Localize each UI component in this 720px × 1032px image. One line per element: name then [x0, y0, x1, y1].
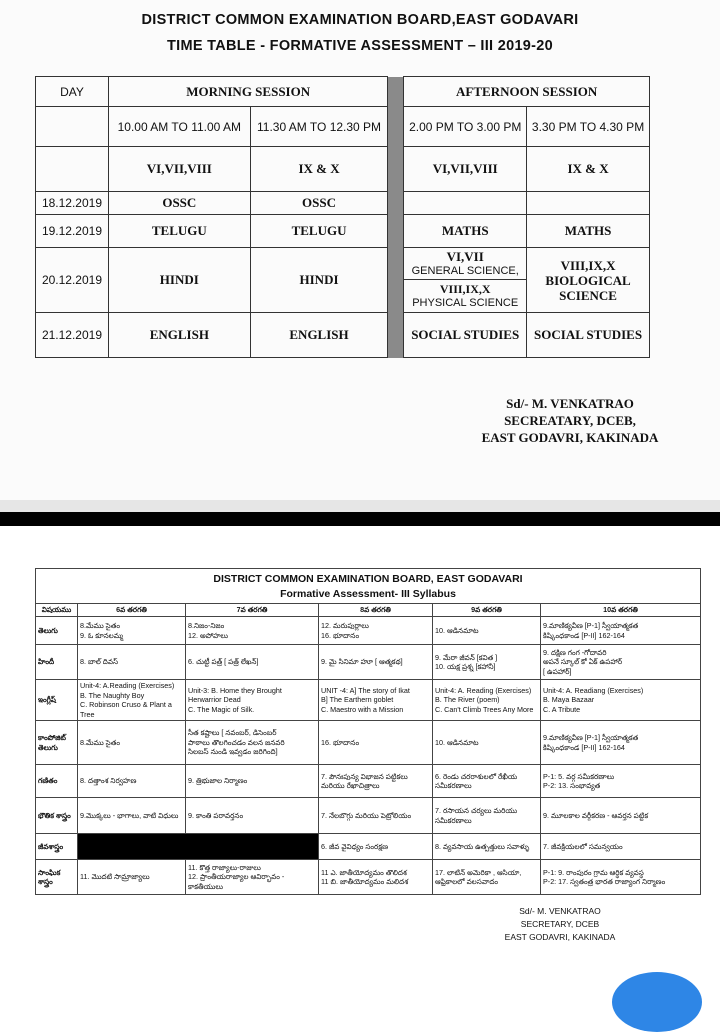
class-group: VIII,IX,X: [560, 257, 616, 273]
time-slot: 3.30 PM TO 4.30 PM: [527, 107, 650, 147]
subject-name: సాంఘిక శాస్త్రం: [36, 860, 78, 895]
lesson-line: సీత కష్టాలు [ నవంబర్, డిసెంబర్: [188, 728, 277, 738]
signature-line: EAST GODAVRI, KAKINADA: [481, 430, 659, 445]
syllabus-cell: [78, 721, 186, 765]
syllabus-row: [36, 765, 701, 798]
syllabus-cell: [78, 765, 186, 798]
exam-subject: HINDI: [108, 248, 250, 313]
exam-date: 21.12.2019: [36, 313, 109, 358]
lesson-line: B] The Earthern goblet: [321, 695, 394, 705]
lesson-line: 12. ప్రాంతీయరాజ్యాల ఆవిర్భావం -: [188, 872, 285, 882]
exam-subject: PHYSICAL SCIENCE: [412, 297, 519, 309]
lesson-line: 10. ఆడినమాట: [435, 737, 479, 747]
lesson-line: కిష్కింధకాండ [P-II] 162-164: [543, 630, 625, 640]
exam-subject: HINDI: [250, 248, 388, 313]
lesson-line: 9.మాణిక్యవీణ [P-1] స్వీయాత్మకత: [543, 733, 639, 742]
lesson-line: C. A Tribute: [543, 704, 581, 714]
lesson-line: 12. అపోహలు: [188, 630, 228, 640]
signature-line: SECRETARY, DCEB: [520, 919, 600, 929]
empty-cell: [36, 107, 109, 147]
exam-subject: ENGLISH: [250, 313, 388, 358]
session-divider: [388, 77, 404, 358]
lesson-line: 8.మేము సైతం: [80, 737, 120, 747]
syllabus-cell: [319, 798, 433, 834]
timetable-page: [0, 0, 720, 500]
exam-date: 19.12.2019: [36, 215, 109, 248]
exam-subject: [527, 192, 650, 215]
subject-name: హిందీ: [36, 645, 78, 680]
lesson-line: 9.మాణిక్యవీణ [P-1] స్వీయాత్మకత: [543, 621, 639, 630]
exam-subject-name: BIOLOGICAL SCIENCE: [545, 272, 631, 303]
lesson-line: 11. మొదటి సామ్రాజ్యాలు: [80, 872, 150, 882]
syllabus-cell: [541, 617, 701, 645]
class-group: VI,VII,VIII: [404, 147, 527, 192]
lesson-line: Unit-4: A. Readiang (Exercises): [543, 685, 644, 695]
syllabus-cell: [433, 645, 541, 680]
exam-subject: SOCIAL STUDIES: [527, 313, 650, 358]
exam-subject: [404, 192, 527, 215]
lesson-line: సిలబస్ నుండి ఇవ్వడం జరిగింది]: [188, 747, 278, 757]
column-header: 9వ తరగతి: [433, 604, 541, 617]
lesson-line: మరియు రేఖాచిత్రాలు: [321, 781, 380, 790]
syllabus-cell: [433, 721, 541, 765]
lesson-line: P-1: 9. రాంపురం గ్రామ ఆర్థిక వ్యవస్థ: [543, 867, 644, 877]
blue-circle-overlay: [612, 972, 702, 1032]
exam-date: 18.12.2019: [36, 192, 109, 215]
lesson-line: కాకతీయులు: [188, 881, 223, 891]
syllabus-cell: [541, 721, 701, 765]
syllabus-cell: [433, 680, 541, 721]
column-header: విషయము: [36, 604, 78, 617]
lesson-line: P-1: 5. వర్గ సమీకరణాలు: [543, 771, 615, 781]
lesson-line: 16. భూదానం: [321, 737, 360, 747]
lesson-line: 11. కొత్త రాజ్యాలు-రాజులు: [188, 862, 261, 872]
column-header: 7వ తరగతి: [186, 604, 319, 617]
lesson-line: 17. లాటిన్ అమెరికా , ఆసియా,: [435, 867, 522, 877]
syllabus-row: [36, 645, 701, 680]
syllabus-cell: [541, 798, 701, 834]
lesson-line: 8. దత్తాంశ నిర్వహణ: [80, 776, 137, 786]
lesson-line: 6. జీవ వైవిధ్యం సంరక్షణ: [321, 841, 389, 851]
subject-name: గణితం: [36, 765, 78, 798]
syllabus-row: [36, 860, 701, 895]
lesson-line: B. The River (poem): [435, 695, 500, 705]
syllabus-cell: [186, 645, 319, 680]
syllabus-cell: [433, 765, 541, 798]
lesson-line: కిష్కింధకాండ [P-II] 162-164: [543, 742, 625, 752]
lesson-line: C. Can't Climb Trees Any More: [435, 704, 534, 714]
lesson-line: 7. నేలబొగ్గు మరియు పెట్రోలియం: [321, 810, 412, 820]
lesson-line: అపనే స్కూల్ కో ఏక్ ఉపహార్: [543, 657, 623, 667]
syllabus-cell: [186, 617, 319, 645]
exam-subject: SOCIAL STUDIES: [404, 313, 527, 358]
lesson-line: 9. మేరా జీవన్ [కవిత ]: [435, 652, 498, 662]
lesson-line: 8.మేము సైతం: [80, 621, 120, 630]
lesson-line: సమీకరణాలు: [435, 815, 472, 825]
lesson-line: Unit-4: A.Reading (Exercises): [80, 681, 175, 690]
lesson-line: C. Maestro with a Mission: [321, 704, 404, 714]
signature-line: Sd/- M. VENKATRAO: [519, 906, 601, 916]
syllabus-cell: [319, 765, 433, 798]
lesson-line: 12. మరుపుర్లాలు: [321, 621, 369, 630]
syllabus-cell: [541, 834, 701, 860]
class-group: VIII,IX,X: [439, 282, 491, 296]
syllabus-cell: [319, 834, 433, 860]
syllabus-row: [36, 680, 701, 721]
lesson-line: 10. ఆడినమాట: [435, 625, 479, 635]
page-gap: [0, 500, 720, 512]
signature-line: Sd/- M. VENKATRAO: [506, 396, 634, 411]
syllabus-cell: [319, 680, 433, 721]
syllabus-cell: [186, 860, 319, 895]
syllabus-cell: [433, 617, 541, 645]
syllabus-cell: [186, 680, 319, 721]
syllabus-row: [36, 834, 701, 860]
subject-name: తెలుగు: [36, 617, 78, 645]
lesson-line: P-2: 13. సంభావ్యత: [543, 781, 601, 790]
lesson-line: P-2: 17. స్వతంత్ర భారత రాజ్యాంగ నిర్మాణం: [543, 877, 666, 886]
lesson-line: Unit-3: B. Home they Brought: [188, 685, 282, 695]
column-header: 6వ తరగతి: [78, 604, 186, 617]
lesson-line: 10. యక్ష ప్రశ్న [కహానీ]: [435, 662, 496, 671]
lesson-line: C. The Magic of Silk.: [188, 704, 255, 714]
day-header: DAY: [36, 77, 109, 107]
lesson-line: UNIT -4: A] The story of Ikat: [321, 685, 410, 695]
timetable-subtitle: TIME TABLE - FORMATIVE ASSESSMENT – III 2019-20: [166, 38, 554, 54]
syllabus-cell: [541, 645, 701, 680]
lesson-line: C. Robinson Cruso & Plant a Tree: [80, 700, 172, 719]
timetable-title: DISTRICT COMMON EXAMINATION BOARD,EAST GODAVARI: [141, 12, 579, 28]
syllabus-cell: [541, 860, 701, 895]
syllabus-cell: [319, 645, 433, 680]
subject-name: జీవశాస్త్రం: [36, 834, 78, 860]
syllabus-title: DISTRICT COMMON EXAMINATION BOARD, EAST GODAVARI: [213, 573, 523, 585]
subject-name: భౌతిక శాస్త్రం: [36, 798, 78, 834]
exam-subject: MATHS: [527, 215, 650, 248]
signature-line: EAST GODAVRI, KAKINADA: [504, 932, 616, 942]
black-band: [0, 512, 720, 526]
syllabus-cell: [78, 645, 186, 680]
class-group: VI,VII: [446, 249, 484, 264]
empty-cell: [36, 147, 109, 192]
syllabus-subtitle: Formative Assessment- III Syllabus: [280, 588, 456, 600]
lesson-line: 16. భూదానం: [321, 630, 360, 640]
class-group: VI,VII,VIII: [108, 147, 250, 192]
syllabus-row: [36, 721, 701, 765]
syllabus-cell: [433, 834, 541, 860]
exam-subject: OSSC: [108, 192, 250, 215]
lesson-line: 9. మూలకాల వర్గీకరణ - ఆవర్తన పట్టిక: [543, 810, 649, 820]
syllabus-cell: [78, 860, 186, 895]
lesson-line: [ ఉపహార్]: [543, 666, 572, 676]
lesson-line: 9. దక్షిణ గంగ -గోదావరి: [543, 647, 607, 657]
lesson-line: 11 ఎ. జాతీయోద్యమం తొలిదశ: [321, 867, 407, 877]
syllabus-row: [36, 798, 701, 834]
syllabus-cell: [433, 860, 541, 895]
time-slot: 11.30 AM TO 12.30 PM: [250, 107, 388, 147]
exam-subject: MATHS: [404, 215, 527, 248]
lesson-line: 7. జీవక్రియలలో సమన్వయం: [543, 841, 623, 851]
subject-name: ఇంగ్లీష్: [36, 680, 78, 721]
time-slot: 2.00 PM TO 3.00 PM: [404, 107, 527, 147]
syllabus-cell: [319, 721, 433, 765]
lesson-line: 8. వ్యవసాయ ఉత్పత్తులు సవాళ్ళు: [435, 841, 530, 851]
lesson-line: 9.మొక్కలు - భాగాలు, వాటి విధులు: [80, 810, 179, 820]
lesson-line: B. The Naughty Boy: [80, 690, 145, 700]
redacted-cell: [78, 834, 319, 860]
class-group: IX & X: [250, 147, 388, 192]
lesson-line: 8.నిజం-నిజం: [188, 621, 225, 630]
lesson-line: ఆఫ్రికాలలో వలసవాదం: [435, 877, 499, 886]
lesson-line: 6. చుట్టీ పత్ర్ [ పత్ర్ లేఖన్]: [188, 657, 259, 667]
morning-session-header: MORNING SESSION: [108, 77, 387, 107]
column-header: 10వ తరగతి: [541, 604, 701, 617]
lesson-line: 9. త్రిభుజాల నిర్మాణం: [188, 776, 248, 786]
subject-name: కాంపోజిట్ తెలుగు: [36, 721, 78, 765]
lesson-line: 9. ఓ కూనలమ్మ: [80, 630, 124, 640]
lesson-line: 8. బాల్ దివస్: [80, 657, 119, 667]
syllabus-cell: [541, 680, 701, 721]
signature-block: [470, 395, 670, 446]
syllabus-signature: [480, 905, 640, 944]
syllabus-cell: [186, 798, 319, 834]
exam-subject: TELUGU: [108, 215, 250, 248]
syllabus-cell: [319, 860, 433, 895]
lesson-line: 9. మై సినిమా హూ [ ఆత్మకథ]: [321, 657, 403, 667]
syllabus-cell: [78, 680, 186, 721]
column-header: 8వ తరగతి: [319, 604, 433, 617]
syllabus-table: [35, 568, 701, 895]
exam-subject: OSSC: [250, 192, 388, 215]
signature-line: SECREATARY, DCEB,: [504, 413, 636, 428]
exam-subject: ENGLISH: [108, 313, 250, 358]
lesson-line: Herwarrior Dead: [188, 695, 241, 705]
syllabus-row: [36, 617, 701, 645]
lesson-line: పాఠాలు తొలగించడం వలన జనవరి: [188, 737, 285, 747]
afternoon-session-header: AFTERNOON SESSION: [404, 77, 650, 107]
syllabus-cell: [541, 765, 701, 798]
exam-subject: [527, 248, 650, 313]
lesson-line: 7. రసాయన చర్యలు మరియు: [435, 806, 518, 815]
syllabus-cell: [433, 798, 541, 834]
lesson-line: 9. కాంతి పరావర్తనం: [188, 810, 244, 820]
syllabus-cell: [78, 798, 186, 834]
exam-subject: GENERAL SCIENCE,: [411, 265, 519, 277]
lesson-line: సమీకరణాలు: [435, 781, 472, 790]
time-slot: 10.00 AM TO 11.00 AM: [108, 107, 250, 147]
lesson-line: 6. రెండు చరరాశులలో రేఖీయ: [435, 771, 518, 781]
syllabus-cell: [186, 721, 319, 765]
exam-subject: TELUGU: [250, 215, 388, 248]
exam-subject-split: [404, 248, 527, 313]
syllabus-cell: [78, 617, 186, 645]
lesson-line: 11 బి. జాతీయోద్యమం మలిదశ: [321, 877, 409, 886]
exam-date: 20.12.2019: [36, 248, 109, 313]
lesson-line: 7. పౌనఃపున్య విభాజన పట్టికలు: [321, 771, 408, 781]
class-group: IX & X: [527, 147, 650, 192]
timetable-table: [35, 76, 650, 358]
lesson-line: Unit-4: A. Reading (Exercises): [435, 685, 532, 695]
syllabus-cell: [319, 617, 433, 645]
lesson-line: B. Maya Bazaar: [543, 695, 595, 705]
syllabus-cell: [186, 765, 319, 798]
